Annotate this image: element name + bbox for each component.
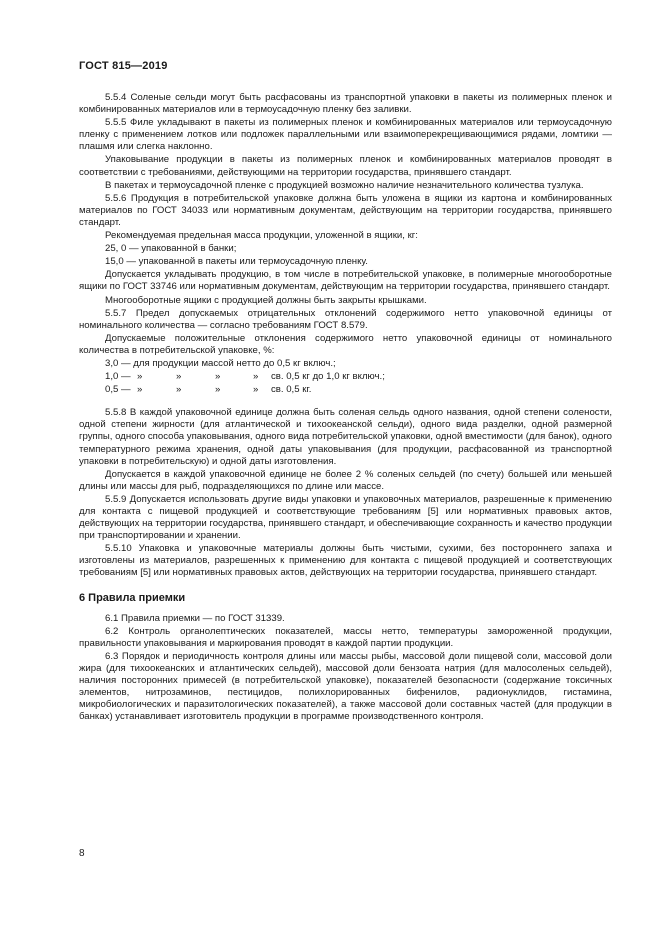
clause-5-5-6: 5.5.6 Продукция в потребительской упаковке должна быть уложена в ящики из картона и комбинированных материалов по ГОСТ 34033 или нормативным документам, действующим на территории государства, принявшего стандарт. (79, 192, 612, 228)
page-content (79, 92, 612, 725)
tolerance-row (105, 371, 612, 383)
paragraph-reusable-boxes: Допускается укладывать продукцию, в том числе в потребительской упаковке, в полимерные многооборотные ящики по ГОСТ 33746 или нормативным документам, действующим на территории государства, принявшего стандарт. (79, 269, 612, 293)
page-number: 8 (79, 848, 85, 859)
ditto-mark: » (253, 384, 259, 396)
paragraph-packing-films: Упаковывание продукции в пакеты из полимерных пленок и комбинированных материалов проводят в соответствии с требованиями, действующими на территории государства, принявшего стандарт. (79, 154, 612, 178)
paragraph-lids: Многооборотные ящики с продукцией должны быть закрыты крышками. (105, 294, 427, 306)
paragraph-mass-intro: Рекомендуемая предельная масса продукции, уложенной в ящики, кг: (105, 230, 418, 242)
paragraph-2-percent: Допускается в каждой упаковочной единице не более 2 % соленых сельдей (по счету) большей или меньшей длины или массы для рыб, подразделяющихся по длине или массе. (79, 468, 612, 492)
tolerance-row (105, 358, 612, 370)
paragraph-brine: В пакетах и термоусадочной пленке с продукцией возможно наличие незначительного количества тузлука. (105, 179, 584, 191)
section-6-title: 6 Правила приемки (79, 591, 186, 604)
tolerance-range: св. 0,5 кг до 1,0 кг включ.; (271, 371, 385, 383)
clause-6-1: 6.1 Правила приемки — по ГОСТ 31339. (105, 612, 285, 624)
ditto-mark: » (176, 384, 182, 396)
ditto-mark: » (137, 384, 143, 396)
spacer (79, 397, 612, 407)
mass-item-cans: 25, 0 — упакованной в банки; (105, 243, 237, 255)
paragraph-positive-deviations: Допускаемые положительные отклонения содержимого нетто упаковочной единицы от номинального количества в потребительской упаковке, %: (79, 332, 612, 356)
clause-6-2: 6.2 Контроль органолептических показателей, массы нетто, температуры замороженной продукции, правильности упаковывания и маркирования проводят в каждой партии продукции. (79, 625, 612, 649)
tolerance-row (105, 384, 612, 396)
clause-5-5-9: 5.5.9 Допускается использовать другие виды упаковки и упаковочных материалов, разрешенные к применению для контакта с пищевой продукцией и соответствующие требованиям [5] или нормативных правовых актов, действующих на территории государства, принявшего стандарт, и обеспечивающие сохранность и качество продукции при транспортировании и хранении. (79, 493, 612, 542)
ditto-mark: » (215, 371, 221, 383)
document-header: ГОСТ 815—2019 (79, 60, 168, 72)
tolerance-value: 1,0 — (105, 371, 131, 383)
ditto-mark: » (215, 384, 221, 396)
clause-5-5-4: 5.5.4 Соленые сельди могут быть расфасованы из транспортной упаковки в пакеты из полимерных пленок и комбинированных материалов или в термоусадочную пленку без заливки. (79, 92, 612, 116)
clause-5-5-10: 5.5.10 Упаковка и упаковочные материалы должны быть чистыми, сухими, без постороннего запаха и изготовлены из материалов, разрешенных к применению для контакта с пищевой продукцией и соответствующих требованиям [5] или нормативных правовых актов, действующих на территории государства, принявшего стандарт. (79, 543, 612, 579)
ditto-mark: » (253, 371, 259, 383)
ditto-mark: » (137, 371, 143, 383)
mass-item-bags: 15,0 — упакованной в пакеты или термоусадочную пленку. (105, 256, 368, 268)
clause-6-3: 6.3 Порядок и периодичность контроля длины или массы рыбы, массовой доли пищевой соли, массовой доли жира (для тихоокеанских и атлантических сельдей), массовой доли бензоата натрия (для малосоленых сельдей), наличия посторонних примесей (в потребительской упаковке), показателей безопасности (содержание токсичных элементов, нитрозаминов, пестицидов, полихлорированных бифенилов, радионуклидов, гистамина, микробиологических и паразитологических показателей), а также массовой доли составных частей (для продукции в банках) устанавливает изготовитель продукции в программе производственного контроля. (79, 650, 612, 723)
tolerance-value: 0,5 — (105, 384, 131, 396)
clause-5-5-7: 5.5.7 Предел допускаемых отрицательных отклонений содержимого нетто упаковочной единицы от номинального количества — согласно требованиям ГОСТ 8.579. (79, 307, 612, 331)
clause-5-5-5: 5.5.5 Филе укладывают в пакеты из полимерных пленок и комбинированных материалов или термоусадочную пленку с применением лотков или подложек параллельными или взаимоперекрещивающимися рядами, ломтики — плашмя или слегка наклонно. (79, 117, 612, 153)
tolerance-range: св. 0,5 кг. (271, 384, 312, 396)
clause-5-5-8: 5.5.8 В каждой упаковочной единице должна быть соленая сельдь одного названия, одной степени солености, одной степени жирности (для атлантической и тихоокеанской сельди), одного вида разделки, одной размерной группы, одного способа упаковывания, одного вида потребительской упаковки, одной вместимости (для банок), одного температурного режима хранения, одной даты упаковывания (для продукции, расфасованной из транспортной упаковки в потребительскую) и одной даты изготовления. (79, 407, 612, 467)
ditto-mark: » (176, 371, 182, 383)
tolerance-text: 3,0 — для продукции массой нетто до 0,5 кг включ.; (105, 357, 336, 369)
